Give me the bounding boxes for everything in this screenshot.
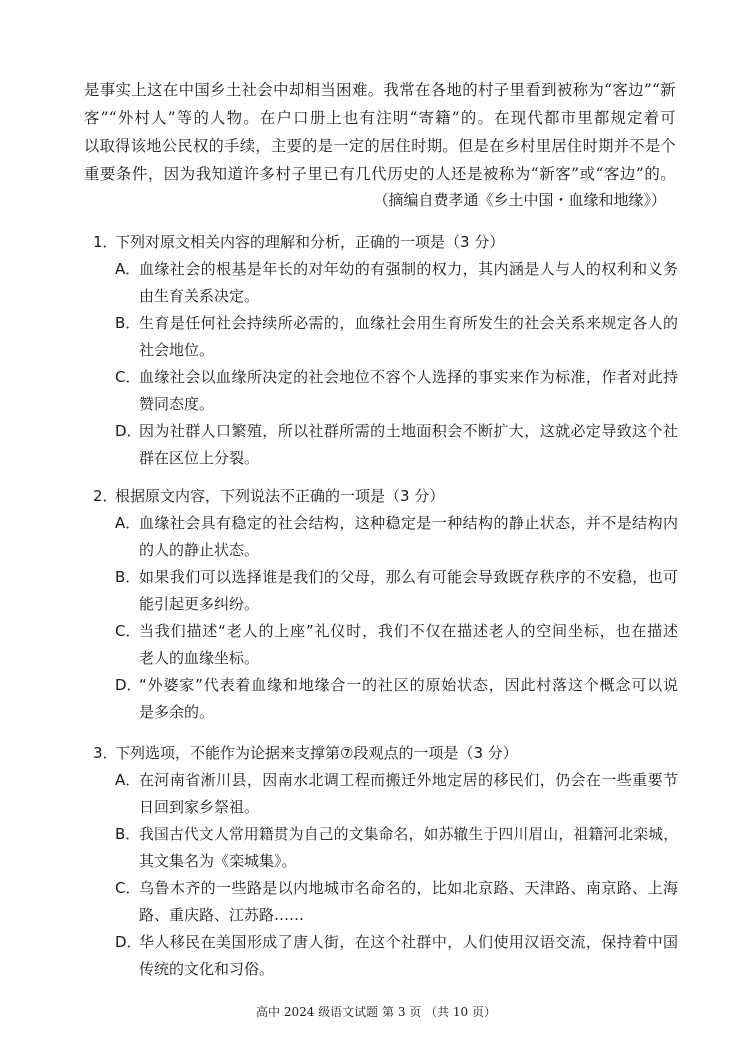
option-a: [84, 767, 678, 821]
option-letter: C．: [115, 879, 141, 897]
question-2: [84, 482, 678, 726]
passage-source: （摘编自费孝通《乡土中国・血缘和地缘》）: [373, 191, 666, 209]
option-line: 在河南省淅川县，因南水北调工程而搬迁外地定居的移民们，仍会在一些重要节: [139, 771, 678, 789]
passage-line: 重要条件，因为我知道许多村子里已有几代历史的人还是被称为“新客”或“客边”的。: [84, 165, 676, 183]
option-letter: A．: [115, 514, 141, 532]
option-letter: D．: [115, 676, 142, 694]
passage-text: [84, 76, 676, 188]
option-letter: D．: [115, 422, 142, 440]
option-line: 群在区位上分裂。: [139, 449, 260, 467]
option-d: [84, 929, 678, 983]
option-line: 传统的文化和习俗。: [139, 960, 275, 978]
option-line: 赞同态度。: [139, 395, 215, 413]
option-letter: B．: [115, 825, 141, 843]
option-d: [84, 418, 678, 472]
option-line: 生育是任何社会持续所必需的，血缘社会用生育所发生的社会关系来规定各人的: [139, 314, 678, 332]
option-line: 血缘社会的根基是年长的对年幼的有强制的权力，其内涵是人与人的权利和义务: [139, 260, 678, 278]
option-line: 当我们描述“老人的上座”礼仪时，我们不仅在描述老人的空间坐标，也在描述: [139, 622, 678, 640]
option-line: 日回到家乡祭祖。: [139, 798, 260, 816]
option-line: 因为社群人口繁殖，所以社群所需的土地面积会不断扩大，这就必定导致这个社: [139, 422, 678, 440]
option-line: 路、重庆路、江苏路……: [139, 906, 305, 924]
option-a: [84, 510, 678, 564]
option-letter: D．: [115, 933, 142, 951]
option-line: 乌鲁木齐的一些路是以内地城市名命名的，比如北京路、天津路、南京路、上海: [139, 879, 678, 897]
question-1: [84, 228, 678, 472]
option-line: 能引起更多纠纷。: [139, 595, 260, 613]
question-text: 下列对原文相关内容的理解和分析，正确的一项是（3 分）: [115, 233, 505, 251]
question-stem: [84, 739, 678, 767]
question-text: 根据原文内容，下列说法不正确的一项是（3 分）: [115, 487, 445, 505]
option-letter: C．: [115, 368, 141, 386]
option-line: 血缘社会具有稳定的社会结构，这种稳定是一种结构的静止状态，并不是结构内: [139, 514, 678, 532]
question-number: 2．: [93, 487, 118, 505]
question-stem: [84, 228, 678, 256]
option-line: 由生育关系决定。: [139, 287, 260, 305]
option-line: 老人的血缘坐标。: [139, 649, 260, 667]
option-line: 血缘社会以血缘所决定的社会地位不容个人选择的事实来作为标准，作者对此持: [139, 368, 678, 386]
passage-line: 客”“外村人”等的人物。在户口册上也有注明“寄籍”的。在现代都市里都规定着可: [84, 109, 676, 127]
option-d: [84, 672, 678, 726]
question-number: 3．: [93, 744, 118, 762]
option-letter: A．: [115, 771, 141, 789]
option-line: 社会地位。: [139, 341, 215, 359]
passage-line: 以取得该地公民权的手续，主要的是一定的居住时期。但是在乡村里居住时期并不是个: [84, 137, 676, 155]
option-b: [84, 310, 678, 364]
passage-line: 是事实上这在中国乡土社会中却相当困难。我常在各地的村子里看到被称为“客边”“新: [84, 81, 676, 99]
option-letter: C．: [115, 622, 141, 640]
question-text: 下列选项，不能作为论据来支撑第⑦段观点的一项是（3 分）: [115, 744, 518, 762]
option-line: 是多余的。: [139, 703, 215, 721]
option-a: [84, 256, 678, 310]
option-line: 华人移民在美国形成了唐人街，在这个社群中，人们使用汉语交流，保持着中国: [139, 933, 678, 951]
option-letter: A．: [115, 260, 141, 278]
page-footer: 高中 2024 级语文试题 第 3 页 （共 10 页）: [256, 1005, 496, 1019]
option-c: [84, 875, 678, 929]
question-stem: [84, 482, 678, 510]
option-line: 如果我们可以选择谁是我们的父母，那么有可能会导致既存秩序的不安稳，也可: [139, 568, 678, 586]
option-letter: B．: [115, 314, 141, 332]
question-3: [84, 739, 678, 983]
option-line: 其文集名为《栾城集》。: [139, 852, 297, 870]
option-c: [84, 364, 678, 418]
option-b: [84, 821, 678, 875]
option-b: [84, 564, 678, 618]
option-c: [84, 618, 678, 672]
option-line: “外婆家”代表着血缘和地缘合一的社区的原始状态，因此村落这个概念可以说: [139, 676, 678, 694]
option-letter: B．: [115, 568, 141, 586]
option-line: 我国古代文人常用籍贯为自己的文集命名，如苏辙生于四川眉山，祖籍河北栾城，: [139, 826, 678, 843]
option-line: 的人的静止状态。: [139, 541, 260, 559]
question-number: 1．: [93, 233, 118, 251]
